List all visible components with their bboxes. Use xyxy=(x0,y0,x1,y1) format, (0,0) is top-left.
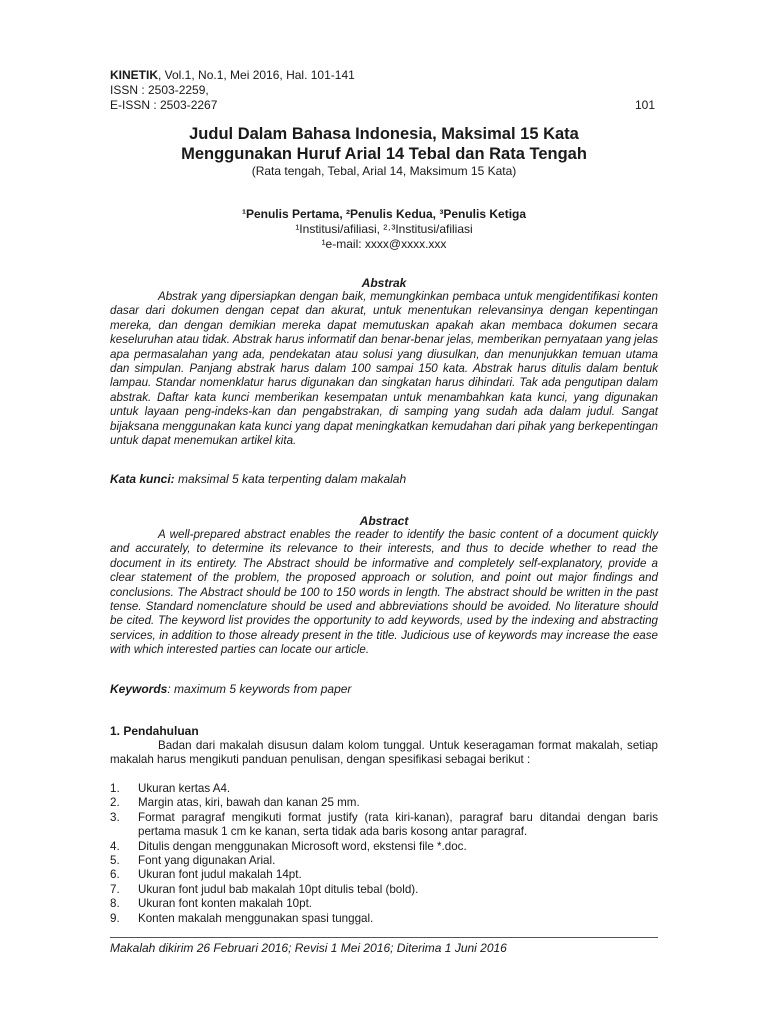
keywords-label: Keywords xyxy=(110,682,168,696)
list-item: 2. Margin atas, kiri, bawah dan kanan 25 mm. xyxy=(110,796,360,810)
keywords-value: : maximum 5 keywords from paper xyxy=(167,682,352,696)
list-item: 9. Konten makalah menggunakan spasi tunggal. xyxy=(110,911,374,925)
paper-title xyxy=(110,124,658,164)
title-line-2: Menggunakan Huruf Arial 14 Tebal dan Rata Tengah xyxy=(181,145,587,163)
list-item: 3. Format paragraf mengikuti format justify (rata kiri-kanan), paragraf baru ditandai dengan baris pertama masuk 1 cm ke kanan, serta tidak ada baris kosong antar paragraf. xyxy=(110,810,658,839)
kata-kunci-value: maksimal 5 kata terpenting dalam makalah xyxy=(174,472,407,486)
author-email: ¹e-mail: xxxx@xxxx.xxx xyxy=(321,237,447,251)
issn: ISSN : 2503-2259, xyxy=(110,83,209,97)
abstrak-heading: Abstrak xyxy=(361,276,407,290)
list-item: 6. Ukuran font judul makalah 14pt. xyxy=(110,868,302,882)
submission-dates: Makalah dikirim 26 Februari 2016; Revisi 1 Mei 2016; Diterima 1 Juni 2016 xyxy=(110,941,507,955)
abstract-heading: Abstract xyxy=(359,514,409,528)
list-item: 7. Ukuran font judul bab makalah 10pt ditulis tebal (bold). xyxy=(110,882,419,896)
title-line-1: Judul Dalam Bahasa Indonesia, Maksimal 15 Kata xyxy=(189,125,579,143)
journal-header xyxy=(110,68,355,113)
title-note: (Rata tengah, Tebal, Arial 14, Maksimum 15 Kata) xyxy=(251,164,517,178)
journal-citation: , Vol.1, No.1, Mei 2016, Hal. 101-141 xyxy=(158,68,355,82)
e-issn: E-ISSN : 2503-2267 xyxy=(110,98,218,112)
list-item: 4. Ditulis dengan menggunakan Microsoft word, ekstensi file *.doc. xyxy=(110,839,467,853)
keywords xyxy=(110,682,658,696)
journal-name: KINETIK xyxy=(110,68,158,82)
footer-divider xyxy=(110,937,658,938)
kata-kunci-label: Kata kunci: xyxy=(110,472,175,486)
abstrak-text: Abstrak yang dipersiapkan dengan baik, memungkinkan pembaca untuk mengidentifikasi konten dasar dari dokumen dengan cepat dan akurat, untuk menentukan relevansinya dengan kepentingan mereka, dan dengan demikian mereka dapat memutuskan apakah akan membaca dokumen secara keseluruhan atau tidak. Abstrak harus informatif dan benar-benar jelas, memberikan pernyataan yang jelas apa permasalahan yang ada, pendekatan atau solusi yang diusulkan, dan menunjukkan temuan utama dan simpulan. Panjang abstrak harus dalam 100 sampai 150 kata. Abstrak harus ditulis dalam bentuk lampau. Standar nomenklatur harus digunakan dan singkatan harus dihindari. Tak ada pengutipan dalam abstrak. Daftar kata kunci memberikan kesempatan untuk menambahkan kata kunci, yang digunakan untuk layaan peng-indeks-kan dan pengabstrakan, di samping yang sudah ada dalam judul. Sangat bijaksana menggunakan kata kunci yang dapat meningkatkan kemudahan dari pihak yang berkepentingan untuk dapat menemukan artikel kita. xyxy=(110,290,658,448)
list-item: 1. Ukuran kertas A4. xyxy=(110,782,231,795)
kata-kunci xyxy=(110,472,658,486)
abstract-text: A well-prepared abstract enables the reader to identify the basic content of a document quickly and accurately, to determine its relevance to their interests, and thus to decide whether to read the document in its entirety. The Abstract should be informative and completely self-explanatory, provide a clear statement of the problem, the proposed approach or solution, and point out major findings and conclusions. The Abstract should be 100 to 150 words in length. The abstract should be written in the past tense. Standard nomenclature should be used and abbreviations should be avoided. No literature should be cited. The keyword list provides the opportunity to add keywords, used by the indexing and abstracting services, in addition to those already present in the title. Judicious use of keywords may increase the ease with which interested parties can locate our article. xyxy=(110,528,658,657)
list-item: 5. Font yang digunakan Arial. xyxy=(110,854,276,868)
page-number: 101 xyxy=(634,98,655,112)
author-affiliation: ¹Institusi/afiliasi, ²·³Institusi/afiliasi xyxy=(295,222,473,236)
section-intro: Badan dari makalah disusun dalam kolom tunggal. Untuk keseragaman format makalah, setiap makalah harus mengikuti panduan penulisan, dengan spesifikasi sebagai berikut : xyxy=(110,739,658,767)
section-heading: 1. Pendahuluan xyxy=(110,724,199,738)
author-block xyxy=(110,207,658,252)
list-item: 8. Ukuran font konten makalah 10pt. xyxy=(110,897,313,911)
author-names: ¹Penulis Pertama, ²Penulis Kedua, ³Penulis Ketiga xyxy=(241,207,527,221)
spec-list xyxy=(110,782,658,926)
